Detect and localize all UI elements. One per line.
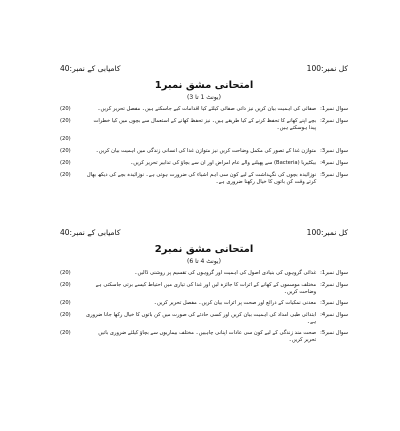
question-text: صحت مند زندگی کے لیے کون سی عادات اپنانی چاہییں۔ مختلف بیماریوں سے بچاؤ کیلئے ضروری باتیں تحریر کریں۔ [98,330,317,343]
question-label: سوال نمبر1: [320,270,348,276]
question-text: متوازن غذا کے تصور کی مکمل وضاحت کریں نیز متوازن غذا کی انسانی زندگی میں اہمیت بیان کریں۔ [95,148,317,155]
question-marks: (20) [60,282,71,288]
passing-marks: كامیابی کے نمبر:40 [60,228,121,237]
question-row [60,330,348,343]
question-row [60,160,348,167]
question-row [60,312,348,325]
question-marks: (20) [60,118,71,124]
question-row [60,270,348,277]
question-text: صفائی کی اہمیت بیان کریں نیز ذاتی صفائی کیلئے کیا اقدامات کیے جاسکتے ہیں۔ مفصل تحریر کریں۔ [97,106,317,112]
question-marks: (20) [60,172,71,179]
question-row [60,148,348,155]
question-marks: (20) [60,330,71,337]
question-label: سوال نمبر2: [320,118,348,124]
question-text: نوزائیدہ بچوں کی نگہداشت کے لیے کون سی اہم اشیاء کی ضرورت ہوتی ہے۔ نوزائیدہ بچے کی دیکھ بھال کرتے وقت کن باتوں کا خیال رکھنا ضروری ہے۔ [86,172,317,185]
question-text: مختلف موسموں کے کھانے کے اثرات کا جائزہ لیں اور غذا کی تیاری میں احتیاط کیسے برتی جاسکتی ہے وضاحت کریں۔ [95,282,317,295]
exercise-title: امتحانی مشق نمبر2 [154,244,254,255]
question-text: غذائی گروہوں کی بنیادی اصول کی اہمیت اور گروہوں کی تقسیم پر روشنی ڈالیں۔ [134,270,317,276]
exercise-2 [60,228,348,344]
exercise-units: (یونٹ 1 تا 3) [187,94,221,101]
question-marks: (20) [60,136,71,143]
question-row [60,300,348,307]
question-marks: (20) [60,160,71,167]
total-marks: كل نمبر:100 [306,64,348,73]
question-text: ابتدائی طبی امداد کی اہمیت بیان کریں اور کسی حادثے کی صورت میں کن باتوں کا خیال رکھا جانا ضروری ہے۔ [86,312,317,325]
question-row [60,106,348,113]
question-label: سوال نمبر1: [320,106,348,112]
exercise-1-header [60,64,348,76]
question-row [60,172,348,185]
question-text: بیکٹیریا (Bacteria) سے پھیلنے والے عام امراض اور ان سے بچاؤ کی تدابیر تحریر کریں۔ [130,160,317,167]
question-label: سوال نمبر3: [320,300,348,307]
question-marks: (20) [60,312,71,319]
question-label: سوال نمبر5: [320,330,348,337]
question-label: سوال نمبر2: [320,282,348,288]
question-label: سوال نمبر4: [320,160,348,167]
question-marks: (20) [60,300,71,307]
question-row [60,136,348,143]
question-row [60,118,348,131]
exercise-2-header [60,228,348,240]
passing-marks: كامیابی کے نمبر:40 [60,64,121,73]
question-marks: (20) [60,270,71,276]
question-label: سوال نمبر4: [320,312,348,319]
total-marks: كل نمبر:100 [306,228,348,237]
question-marks: (20) [60,148,71,155]
question-marks: (20) [60,106,71,112]
exercise-1 [60,64,348,185]
question-row [60,282,348,295]
exercise-title: امتحانی مشق نمبر1 [154,80,254,91]
question-label: سوال نمبر5: [320,172,348,179]
question-label: سوال نمبر3: [320,148,348,155]
exercise-units: (یونٹ 4 تا 6) [187,258,221,265]
question-text: معدنی نمکیات کے ذرائع اور صحت پر اثرات بیان کریں۔ مفصل تحریر کریں۔ [153,300,317,307]
question-text: بچے اپنے کھانے کا تحفظ کرنے کے کیا طریقے ہیں۔ نیز تحفظ کھانے کے استعمال سے بچوں میں کیا خطرات پیدا ہوسکتے ہیں۔ [93,118,317,131]
